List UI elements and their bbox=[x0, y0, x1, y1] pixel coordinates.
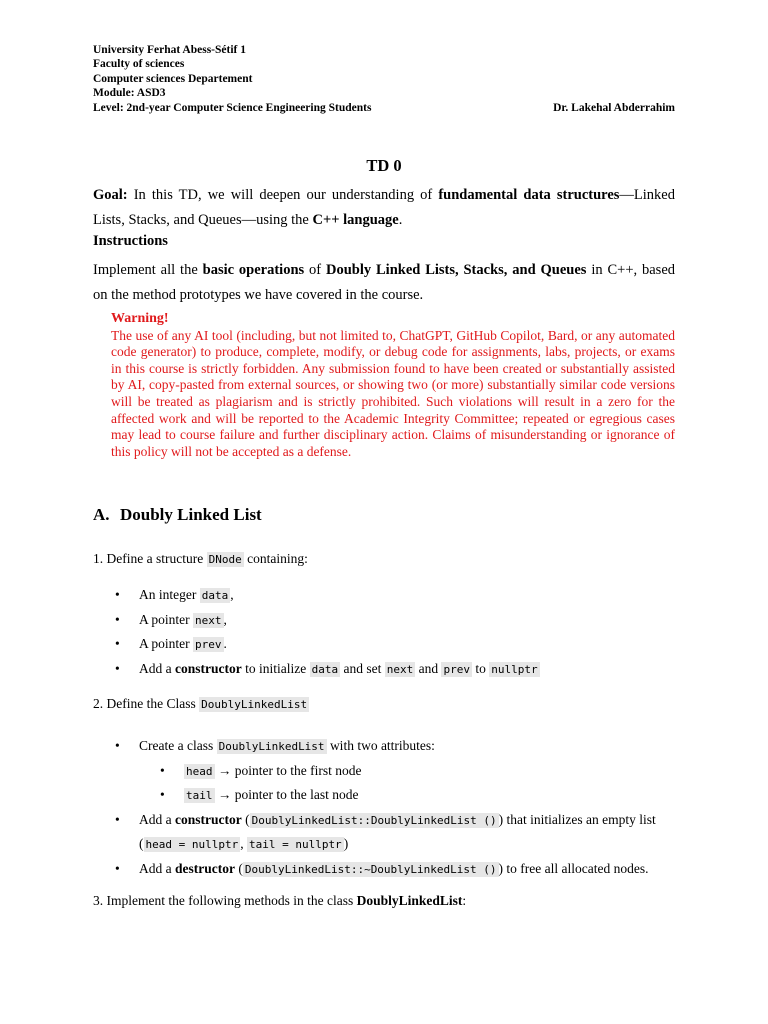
bullet-icon: • bbox=[115, 660, 120, 676]
list-item bbox=[93, 808, 675, 857]
item-text: . bbox=[223, 636, 227, 651]
bullet-icon: • bbox=[115, 636, 120, 651]
list-item bbox=[93, 608, 675, 633]
item-emphasis: destructor bbox=[175, 860, 235, 876]
goal-emphasis: fundamental data structures bbox=[438, 187, 620, 203]
warning-title: Warning! bbox=[111, 311, 169, 326]
inline-code: next bbox=[386, 662, 414, 676]
module-line: Module: ASD3 bbox=[93, 87, 166, 100]
item-text: Add a bbox=[139, 860, 175, 876]
item-text: Add a bbox=[139, 660, 175, 676]
item-emphasis: constructor bbox=[175, 660, 242, 676]
instructions-emphasis: basic operations bbox=[202, 262, 305, 278]
instructions-heading: Instructions bbox=[93, 233, 168, 249]
question-text: containing: bbox=[243, 551, 308, 566]
bullet-icon: • bbox=[115, 811, 120, 827]
bullet-icon: • bbox=[115, 587, 120, 602]
question-text: : bbox=[462, 893, 467, 908]
section-a-heading bbox=[93, 505, 262, 525]
level-line: Level: 2nd-year Computer Science Engineering Students bbox=[93, 101, 372, 114]
goal-paragraph bbox=[93, 183, 675, 233]
question-text: 2. Define the Class bbox=[93, 696, 200, 711]
item-emphasis: constructor bbox=[175, 811, 242, 827]
instructions-text: of bbox=[304, 262, 326, 278]
item-text: An integer bbox=[139, 587, 200, 602]
bullet-icon: • bbox=[115, 860, 120, 876]
university-line: University Ferhat Abess-Sétif 1 bbox=[93, 44, 246, 56]
inline-code: head = nullptr bbox=[145, 838, 239, 851]
list-item bbox=[93, 583, 675, 608]
item-text: Add a bbox=[139, 811, 175, 827]
document-title: TD 0 bbox=[366, 156, 402, 175]
goal-text: . bbox=[398, 212, 403, 228]
bullet-icon: • bbox=[160, 762, 165, 778]
instructions-paragraph bbox=[93, 258, 675, 308]
instructions-emphasis: Doubly Linked Lists, Stacks, and Queues bbox=[326, 262, 587, 278]
list-item bbox=[93, 857, 675, 882]
item-text: ( bbox=[241, 811, 250, 827]
item-text: , bbox=[230, 587, 234, 602]
list-item bbox=[93, 657, 675, 682]
sub-list-item bbox=[93, 783, 675, 808]
question-2 bbox=[93, 696, 309, 712]
instructions-text: Implement all the bbox=[93, 262, 203, 278]
q1-list bbox=[93, 583, 675, 681]
list-item bbox=[93, 734, 675, 759]
inline-code: head bbox=[186, 764, 213, 778]
document-header bbox=[93, 43, 675, 115]
item-text: ) to free all allocated nodes. bbox=[498, 860, 649, 876]
item-text: Create a class bbox=[139, 738, 217, 753]
department-line: Computer sciences Departement bbox=[93, 72, 253, 85]
question-1 bbox=[93, 551, 308, 567]
item-text: to initialize bbox=[241, 660, 310, 676]
inline-code: DNode bbox=[208, 553, 242, 566]
item-text: ) bbox=[343, 836, 349, 851]
faculty-line: Faculty of sciences bbox=[93, 58, 185, 71]
item-text: , bbox=[240, 836, 247, 851]
inline-code: prev bbox=[195, 638, 222, 651]
item-text: and set bbox=[340, 660, 385, 676]
inline-code: tail = nullptr bbox=[248, 838, 342, 851]
inline-code: tail bbox=[186, 789, 213, 802]
question-text: 3. Implement the following methods in the class bbox=[93, 893, 357, 908]
item-text: → pointer to the last node bbox=[214, 787, 359, 802]
inline-code: DoublyLinkedList::~DoublyLinkedList () bbox=[244, 862, 497, 876]
goal-label: Goal: bbox=[93, 187, 128, 203]
ai-warning-block bbox=[111, 311, 675, 460]
item-text: → pointer to the first node bbox=[214, 762, 362, 778]
inline-code: next bbox=[195, 613, 222, 627]
inline-code: data bbox=[201, 589, 229, 602]
document-page bbox=[93, 0, 675, 1024]
level-author-row bbox=[93, 101, 675, 115]
inline-code: DoublyLinkedList bbox=[218, 740, 325, 753]
section-number: A. bbox=[93, 505, 110, 524]
item-text: A pointer bbox=[139, 611, 193, 627]
instructions-text: in C++, based on the method prototypes we have covered in the course. bbox=[93, 262, 675, 303]
bullet-icon: • bbox=[160, 787, 165, 802]
goal-text: —Linked Lists, Stacks, and Queues—using the bbox=[93, 187, 675, 228]
bullet-icon: • bbox=[115, 738, 120, 753]
question-text: 1. Define a structure bbox=[93, 551, 207, 566]
sub-list-item bbox=[93, 759, 675, 784]
item-text: ) that initializes an empty list ( bbox=[139, 811, 656, 851]
section-title: Doubly Linked List bbox=[120, 505, 262, 524]
inline-code: nullptr bbox=[491, 662, 538, 676]
item-text: with two attributes: bbox=[326, 738, 435, 753]
goal-emphasis: C++ language bbox=[312, 212, 399, 228]
item-text: to bbox=[471, 660, 490, 676]
list-item bbox=[93, 632, 675, 657]
inline-code: DoublyLinkedList bbox=[201, 698, 308, 711]
author-name: Dr. Lakehal Abderrahim bbox=[553, 101, 675, 114]
inline-code: DoublyLinkedList::DoublyLinkedList () bbox=[251, 813, 497, 827]
item-text: and bbox=[415, 660, 442, 676]
question-3 bbox=[93, 893, 466, 909]
inline-code: prev bbox=[443, 662, 470, 676]
bullet-icon: • bbox=[115, 611, 120, 627]
inline-code: data bbox=[311, 662, 339, 676]
item-text: , bbox=[223, 611, 227, 627]
goal-text: In this TD, we will deepen our understanding of bbox=[127, 187, 439, 203]
item-text: A pointer bbox=[139, 636, 193, 651]
item-text: ( bbox=[234, 860, 243, 876]
warning-text: The use of any AI tool (including, but not limited to, ChatGPT, GitHub Copilot, Bard, or any automated code generator) to produce, complete, modify, or debug code for assignments, labs, projects, or exams in this course is strictly forbidden. Any submission found to have been created or substantially assisted by AI, copy-pasted from external sources, or showing two (or more) substantially similar code versions will be treated as plagiarism and is strictly prohibited. Such violations will result in a zero for the affected work and will be reported to the Academic Integrity Committee; repeated or egregious cases may lead to course failure and further disciplinary action. Claims of misunderstanding or ignorance of this policy will not be accepted as a defense. bbox=[111, 327, 675, 459]
q2-list bbox=[93, 734, 675, 881]
question-emphasis: DoublyLinkedList bbox=[356, 893, 463, 908]
